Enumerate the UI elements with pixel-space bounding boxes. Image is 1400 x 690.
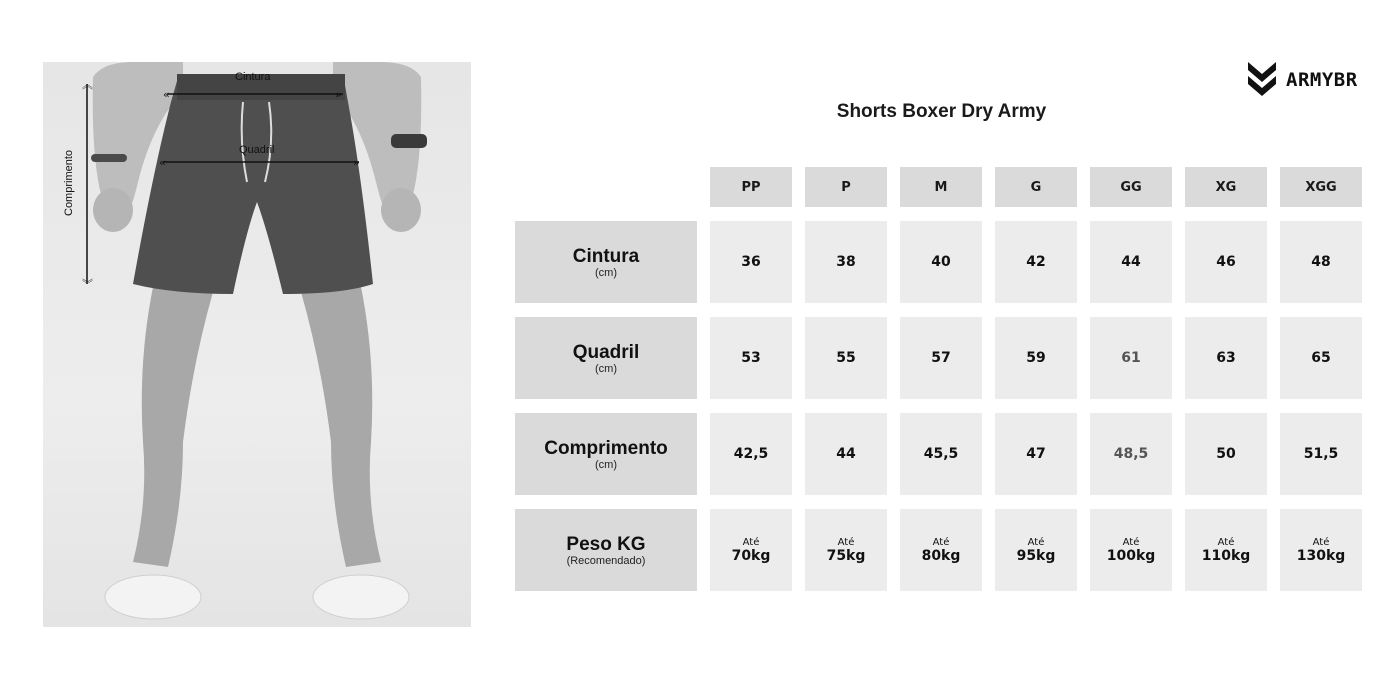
row-label-quadril xyxy=(515,317,697,399)
row-label-unit: (cm) xyxy=(595,266,617,279)
table-cell xyxy=(995,509,1077,591)
cell-prefix: Até xyxy=(742,536,760,548)
table-cell: 47 xyxy=(995,413,1077,495)
svg-text:»: » xyxy=(353,156,360,169)
cintura-measure-label: Cintura xyxy=(235,71,271,83)
table-cell xyxy=(1280,509,1362,591)
table-cell: 42 xyxy=(995,221,1077,303)
svg-text:︾: ︾ xyxy=(82,278,93,291)
table-cell: 48 xyxy=(1280,221,1362,303)
brand-logo xyxy=(1246,60,1358,100)
cell-prefix: Até xyxy=(1122,536,1140,548)
cell-value: 100kg xyxy=(1106,547,1156,564)
table-cell: 63 xyxy=(1185,317,1267,399)
table-cell: 45,5 xyxy=(900,413,982,495)
model-photo xyxy=(43,62,471,627)
row-label-title: Quadril xyxy=(572,341,640,363)
size-header-xgg: XGG xyxy=(1280,167,1362,207)
size-header-xg: XG xyxy=(1185,167,1267,207)
svg-text:«: « xyxy=(163,88,170,101)
size-header-g: G xyxy=(995,167,1077,207)
table-cell: 38 xyxy=(805,221,887,303)
quadril-measure-label: Quadril xyxy=(239,144,275,156)
row-label-unit: (Recomendado) xyxy=(566,554,646,567)
page-title: Shorts Boxer Dry Army xyxy=(836,101,1047,122)
row-label-title: Peso KG xyxy=(566,533,646,555)
table-cell: 46 xyxy=(1185,221,1267,303)
chevron-logo-icon xyxy=(1246,60,1278,100)
row-label-peso xyxy=(515,509,697,591)
brand-name: ARMYBR xyxy=(1286,69,1358,91)
table-cell: 55 xyxy=(805,317,887,399)
cell-prefix: Até xyxy=(837,536,855,548)
size-header-p: P xyxy=(805,167,887,207)
table-cell: 51,5 xyxy=(1280,413,1362,495)
cell-value: 110kg xyxy=(1201,547,1251,564)
table-cell xyxy=(900,509,982,591)
table-cell xyxy=(805,509,887,591)
table-cell: 44 xyxy=(805,413,887,495)
size-header-gg: GG xyxy=(1090,167,1172,207)
table-cell: 48,5 xyxy=(1090,413,1172,495)
row-label-title: Cintura xyxy=(572,245,640,267)
cell-value: 80kg xyxy=(921,547,961,564)
comprimento-measure-label: Comprimento xyxy=(63,149,75,216)
row-label-title: Comprimento xyxy=(544,437,668,459)
svg-text:︽: ︽ xyxy=(82,78,93,91)
cell-value: 70kg xyxy=(731,547,771,564)
table-cell: 44 xyxy=(1090,221,1172,303)
table-cell: 36 xyxy=(710,221,792,303)
row-label-unit: (cm) xyxy=(595,362,617,375)
cell-value: 130kg xyxy=(1296,547,1346,564)
cell-value: 75kg xyxy=(826,547,866,564)
cell-prefix: Até xyxy=(1217,536,1235,548)
table-cell: 61 xyxy=(1090,317,1172,399)
table-cell xyxy=(1090,509,1172,591)
row-label-cintura xyxy=(515,221,697,303)
table-cell: 59 xyxy=(995,317,1077,399)
table-cell: 40 xyxy=(900,221,982,303)
table-cell: 57 xyxy=(900,317,982,399)
size-header-pp: PP xyxy=(710,167,792,207)
cell-prefix: Até xyxy=(932,536,950,548)
table-cell: 50 xyxy=(1185,413,1267,495)
table-cell xyxy=(710,509,792,591)
row-label-unit: (cm) xyxy=(595,458,617,471)
svg-text:»: » xyxy=(335,88,342,101)
chart-title-wrap xyxy=(0,101,1400,123)
cell-prefix: Até xyxy=(1312,536,1330,548)
table-cell xyxy=(1185,509,1267,591)
cell-prefix: Até xyxy=(1027,536,1045,548)
svg-text:«: « xyxy=(159,156,166,169)
table-cell: 53 xyxy=(710,317,792,399)
row-label-comprimento xyxy=(515,413,697,495)
cell-value: 95kg xyxy=(1016,547,1056,564)
table-cell: 42,5 xyxy=(710,413,792,495)
size-header-m: M xyxy=(900,167,982,207)
table-cell: 65 xyxy=(1280,317,1362,399)
